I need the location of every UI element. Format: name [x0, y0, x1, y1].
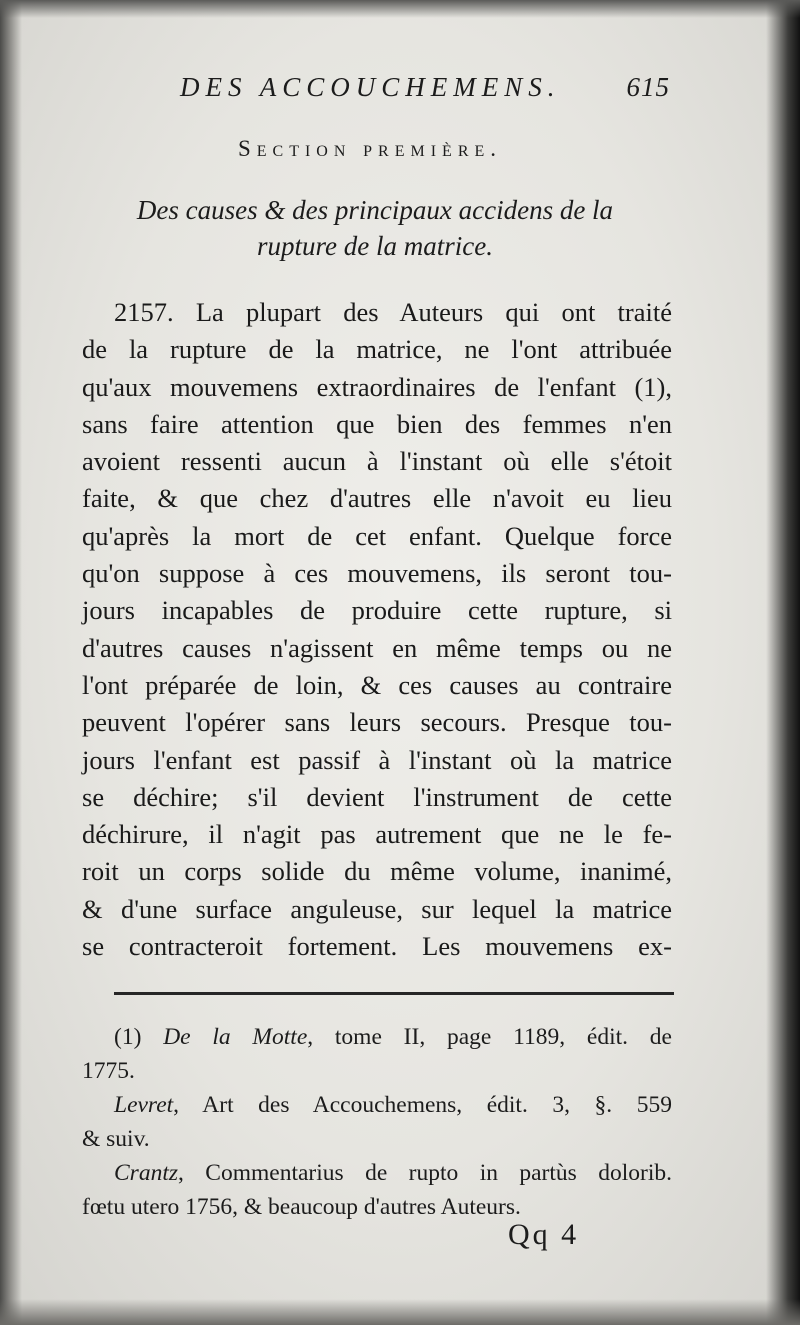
main-paragraph: [82, 294, 672, 965]
footnote-author: Crantz: [114, 1160, 178, 1186]
text-line: avoient ressenti aucun à l'instant où elle s'étoit: [82, 446, 672, 477]
text-line: jours incapables de produire cette rupture, si: [82, 595, 672, 626]
signature-mark: Qq 4: [508, 1218, 580, 1251]
section-subtitle: [95, 192, 655, 264]
footnote-divider: [114, 992, 674, 995]
text-line: sans faire attention que bien des femmes n'en: [82, 408, 672, 439]
footnote-text: , Art des Accouchemens, édit. 3, §. 559: [173, 1092, 672, 1118]
text-line: roit un corps solide du même volume, inanimé,: [82, 856, 672, 887]
footnote-3: [82, 1156, 672, 1190]
footnote-author: Levret: [114, 1092, 174, 1118]
footnote-author: De la Motte: [163, 1024, 308, 1050]
text-line: faite, & que chez d'autres elle n'avoit eu lieu: [82, 483, 672, 514]
page-edge-top: [0, 0, 800, 18]
footnotes: [82, 1020, 672, 1224]
subtitle-line: Des causes & des principaux accidens de la: [136, 195, 614, 225]
footnote-2: [82, 1088, 672, 1122]
text-line: déchirure, il n'agit pas autrement que ne le fe-: [82, 819, 672, 850]
text-line: qu'aux mouvemens extraordinaires de l'enfant (1),: [82, 371, 672, 402]
page-header: [180, 66, 680, 108]
text-line: l'ont préparée de loin, & ces causes au contraire: [82, 669, 672, 700]
page-number: 615: [626, 72, 670, 102]
running-head: DES ACCOUCHEMENS.: [180, 72, 561, 102]
text-line: se contracteroit fortement. Les mouvemens ex-: [82, 931, 672, 962]
footnote-continuation: & suiv.: [82, 1126, 150, 1152]
text-line: peuvent l'opérer sans leurs secours. Presque tou-: [82, 707, 672, 738]
text-line: de la rupture de la matrice, ne l'ont attribuée: [82, 334, 672, 365]
page-edge-bottom: [0, 1299, 800, 1325]
text-line: se déchire; s'il devient l'instrument de cette: [82, 781, 672, 812]
text-line: qu'après la mort de cet enfant. Quelque force: [82, 520, 672, 551]
footnote-text: , Commentarius de rupto in partùs dolorib.: [178, 1160, 672, 1186]
text-line: jours l'enfant est passif à l'instant où la matrice: [82, 744, 672, 775]
footnote-continuation: 1775.: [82, 1058, 135, 1084]
footnote-continuation: fœtu utero 1756, & beaucoup d'autres Auteurs.: [82, 1194, 521, 1220]
footnote-1: [82, 1020, 672, 1054]
text-line: & d'une surface anguleuse, sur lequel la matrice: [82, 893, 672, 924]
text-line: 2157. La plupart des Auteurs qui ont traité: [114, 297, 672, 327]
page-edge-right: [766, 0, 800, 1325]
text-line: qu'on suppose à ces mouvemens, ils seront tou-: [82, 558, 672, 589]
section-title: Section première.: [237, 136, 503, 161]
text-line: d'autres causes n'agissent en même temps ou ne: [82, 632, 672, 663]
subtitle-line: rupture de la matrice.: [257, 231, 493, 261]
footnote-marker: (1): [114, 1024, 142, 1050]
page-edge-left: [0, 0, 22, 1325]
footnote-text: , tome II, page 1189, édit. de: [307, 1024, 672, 1050]
